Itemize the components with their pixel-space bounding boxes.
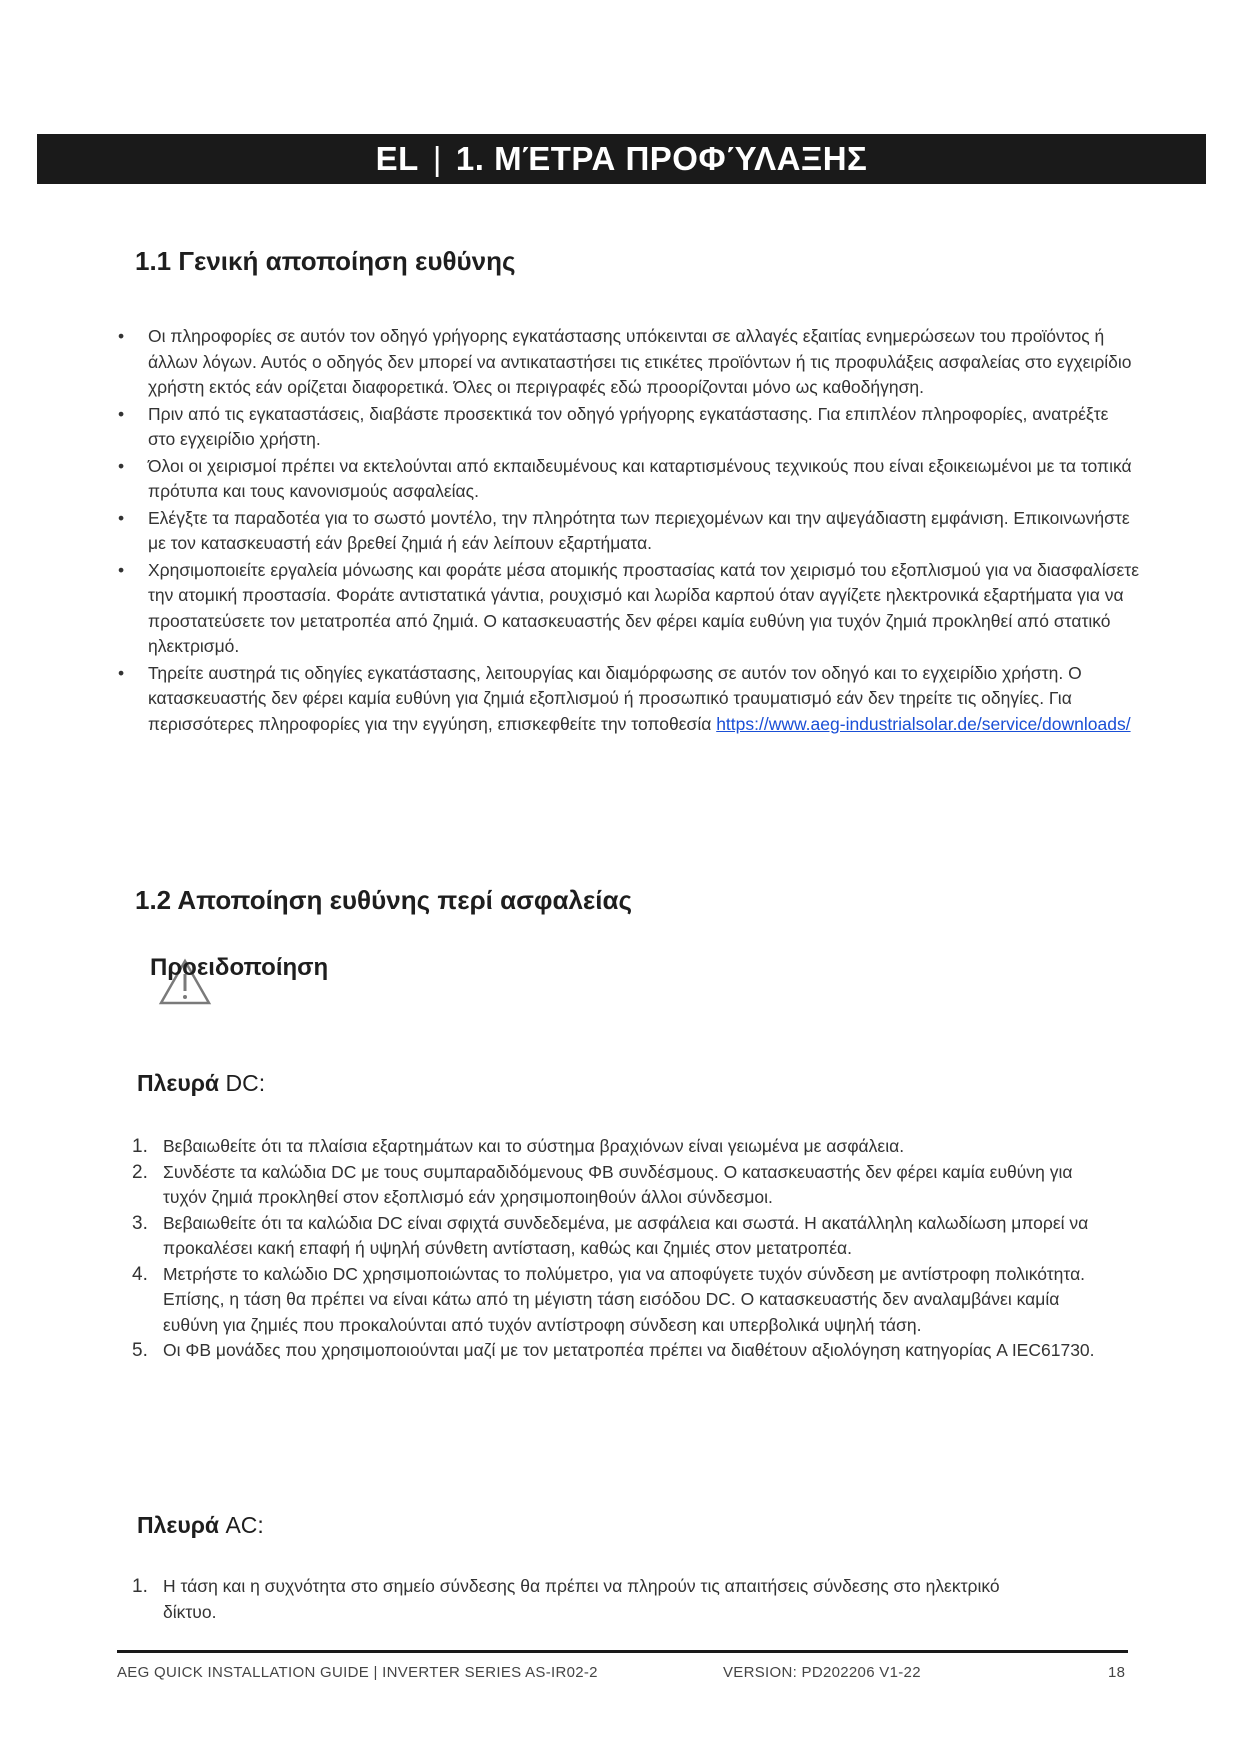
list-item-text: Η τάση και η συχνότητα στο σημείο σύνδεσης θα πρέπει να πληρούν τις απαιτήσεις σύνδεσης στο ηλεκτρικό δίκτυο. (163, 1576, 1000, 1622)
list-item-text: Συνδέστε τα καλώδια DC με τους συμπαραδιδόμενους ΦΒ συνδέσμους. Ο κατασκευαστής δεν φέρει καμία ευθύνη για τυχόν ζημιά προκληθεί στον εξοπλισμό εάν χρησιμοποιηθούν άλλοι σύνδεσμοι. (163, 1161, 1073, 1207)
item-number: 3. (132, 1212, 148, 1234)
list-item-text: Οι ΦΒ μονάδες που χρησιμοποιούνται μαζί με τον μετατροπέα πρέπει να διαθέτουν αξιολόγηση κατηγορίας A IEC61730. (163, 1340, 1095, 1360)
dc-heading-bold: Πλευρά (137, 1070, 220, 1096)
item-number: 1. (132, 1136, 148, 1157)
header-separator: | (432, 140, 442, 177)
list-item (130, 1134, 1110, 1160)
item-number: 4. (132, 1263, 148, 1285)
list-item: • Πριν από τις εγκαταστάσεις, διαβάστε προσεκτικά τον οδηγό γρήγορης εγκατάστασης. Για επιπλέον πληροφορίες, ανατρέξτε στο εγχειρίδιο χρήστη. (110, 402, 1140, 453)
ac-safety-list (130, 1574, 1030, 1625)
list-item: • Χρησιμοποιείτε εργαλεία μόνωσης και φοράτε μέσα ατομικής προστασίας κατά τον χειρισμό του εξοπλισμού για να διασφαλίσετε την ατομική προστασία. Φοράτε αντιστατικά γάντια, ρουχισμό και λωρίδα καρπού όταν αγγίζετε ηλεκτρονικά εξαρτήματα για να προστατεύσετε τον μετατροπέα από ζημιά. Ο κατασκευαστής δεν φέρει καμία ευθύνη για τυχόν ζημιά προκληθεί από στατικό ηλεκτρισμό. (110, 558, 1140, 660)
disclaimer-bullet-list (110, 324, 1140, 738)
list-item: • Όλοι οι χειρισμοί πρέπει να εκτελούνται από εκπαιδευμένους και καταρτισμένους τεχνικούς που είναι εξοικειωμένοι με τα τοπικά πρότυπα και τους κανονισμούς ασφαλείας. (110, 454, 1140, 505)
footer-divider (117, 1650, 1128, 1653)
ac-heading-bold: Πλευρά (137, 1512, 220, 1538)
item-number: 2. (132, 1161, 148, 1183)
list-item (130, 1160, 1110, 1211)
page-number: 18 (1108, 1664, 1126, 1681)
section-header-bar (37, 134, 1206, 184)
warning-block (150, 952, 470, 1012)
list-item-text: Βεβαιωθείτε ότι τα πλαίσια εξαρτημάτων και το σύστημα βραχιόνων είναι γειωμένα με ασφάλεια. (163, 1136, 905, 1156)
ac-side-heading (137, 1512, 264, 1539)
list-item: • Οι πληροφορίες σε αυτόν τον οδηγό γρήγορης εγκατάστασης υπόκεινται σε αλλαγές εξαιτίας ενημερώσεων του προϊόντος ή άλλων λόγων. Αυτός ο οδηγός δεν μπορεί να αντικαταστήσει τις ετικέτες προϊόντων ή τις προφυλάξεις ασφαλείας στο εγχειρίδιο χρήστη εκτός εάν ορίζεται διαφορετικά. Όλες οι περιγραφές εδώ προορίζονται μόνο ως καθοδήγηση. (110, 324, 1140, 401)
dc-side-heading (137, 1070, 265, 1097)
downloads-link[interactable]: https://www.aeg-industrialsolar.de/service/downloads/ (716, 713, 1131, 734)
dc-safety-list (130, 1134, 1110, 1364)
list-item (130, 1574, 1030, 1625)
section-1-2-heading: 1.2 Αποποίηση ευθύνης περί ασφαλείας (135, 885, 632, 915)
dc-heading-rest: DC: (219, 1070, 266, 1096)
ac-heading-rest: AC: (219, 1512, 264, 1538)
list-item-text: Τηρείτε αυστηρά τις οδηγίες εγκατάστασης, λειτουργίας και διαμόρφωσης σε αυτόν τον οδηγό και το εγχειρίδιο χρήστη. Ο κατασκευαστής δεν φέρει καμία ευθύνη για ζημιά εξοπλισμού ή προσωπικό τραυματισμό εάν δεν τηρείτε τις οδηγίες. Για περισσότερες πληροφορίες για την εγγύηση, επισκεφθείτε την τοποθεσία (148, 662, 1082, 734)
footer-document-title: AEG QUICK INSTALLATION GUIDE | INVERTER SERIES AS-IR02-2 (117, 1664, 598, 1681)
footer-version: VERSION: PD202206 V1-22 (723, 1664, 921, 1681)
list-item (130, 1211, 1110, 1262)
warning-label: Προειδοποίηση (150, 954, 329, 981)
item-number: 5. (132, 1340, 148, 1361)
list-item-text: Βεβαιωθείτε ότι τα καλώδια DC είναι σφιχτά συνδεδεμένα, με ασφάλεια και σωστά. Η ακατάλληλη καλωδίωση μπορεί να προκαλέσει κακή επαφή ή υψηλή σύνθετη αντίσταση, καθώς και ζημιές στον μετατροπέα. (163, 1212, 1089, 1258)
list-item (110, 661, 1140, 738)
item-number: 1. (132, 1576, 148, 1597)
language-code: EL (375, 140, 419, 177)
list-item: • Ελέγξτε τα παραδοτέα για το σωστό μοντέλο, την πληρότητα των περιεχομένων και την αψεγάδιαστη εμφάνιση. Επικοινωνήστε με τον κατασκευαστή εάν βρεθεί ζημιά ή εάν λείπουν εξαρτήματα. (110, 506, 1140, 557)
page-title: 1. ΜΈΤΡΑ ΠΡΟΦΎΛΑΞΗΣ (455, 140, 868, 177)
list-item-text: Μετρήστε το καλώδιο DC χρησιμοποιώντας το πολύμετρο, για να αποφύγετε τυχόν σύνδεση με αντίστροφη πολικότητα. Επίσης, η τάση θα πρέπει να είναι κάτω από τη μέγιστη τάση εισόδου DC. Ο κατασκευαστής δεν αναλαμβάνει καμία ευθύνη για ζημιές που προκαλούνται από τυχόν αντίστροφη σύνδεση και υπερβολικά υψηλή τάση. (163, 1263, 1086, 1335)
list-item (130, 1338, 1110, 1364)
section-1-1-heading: 1.1 Γενική αποποίηση ευθύνης (135, 246, 516, 276)
list-item (130, 1262, 1110, 1339)
